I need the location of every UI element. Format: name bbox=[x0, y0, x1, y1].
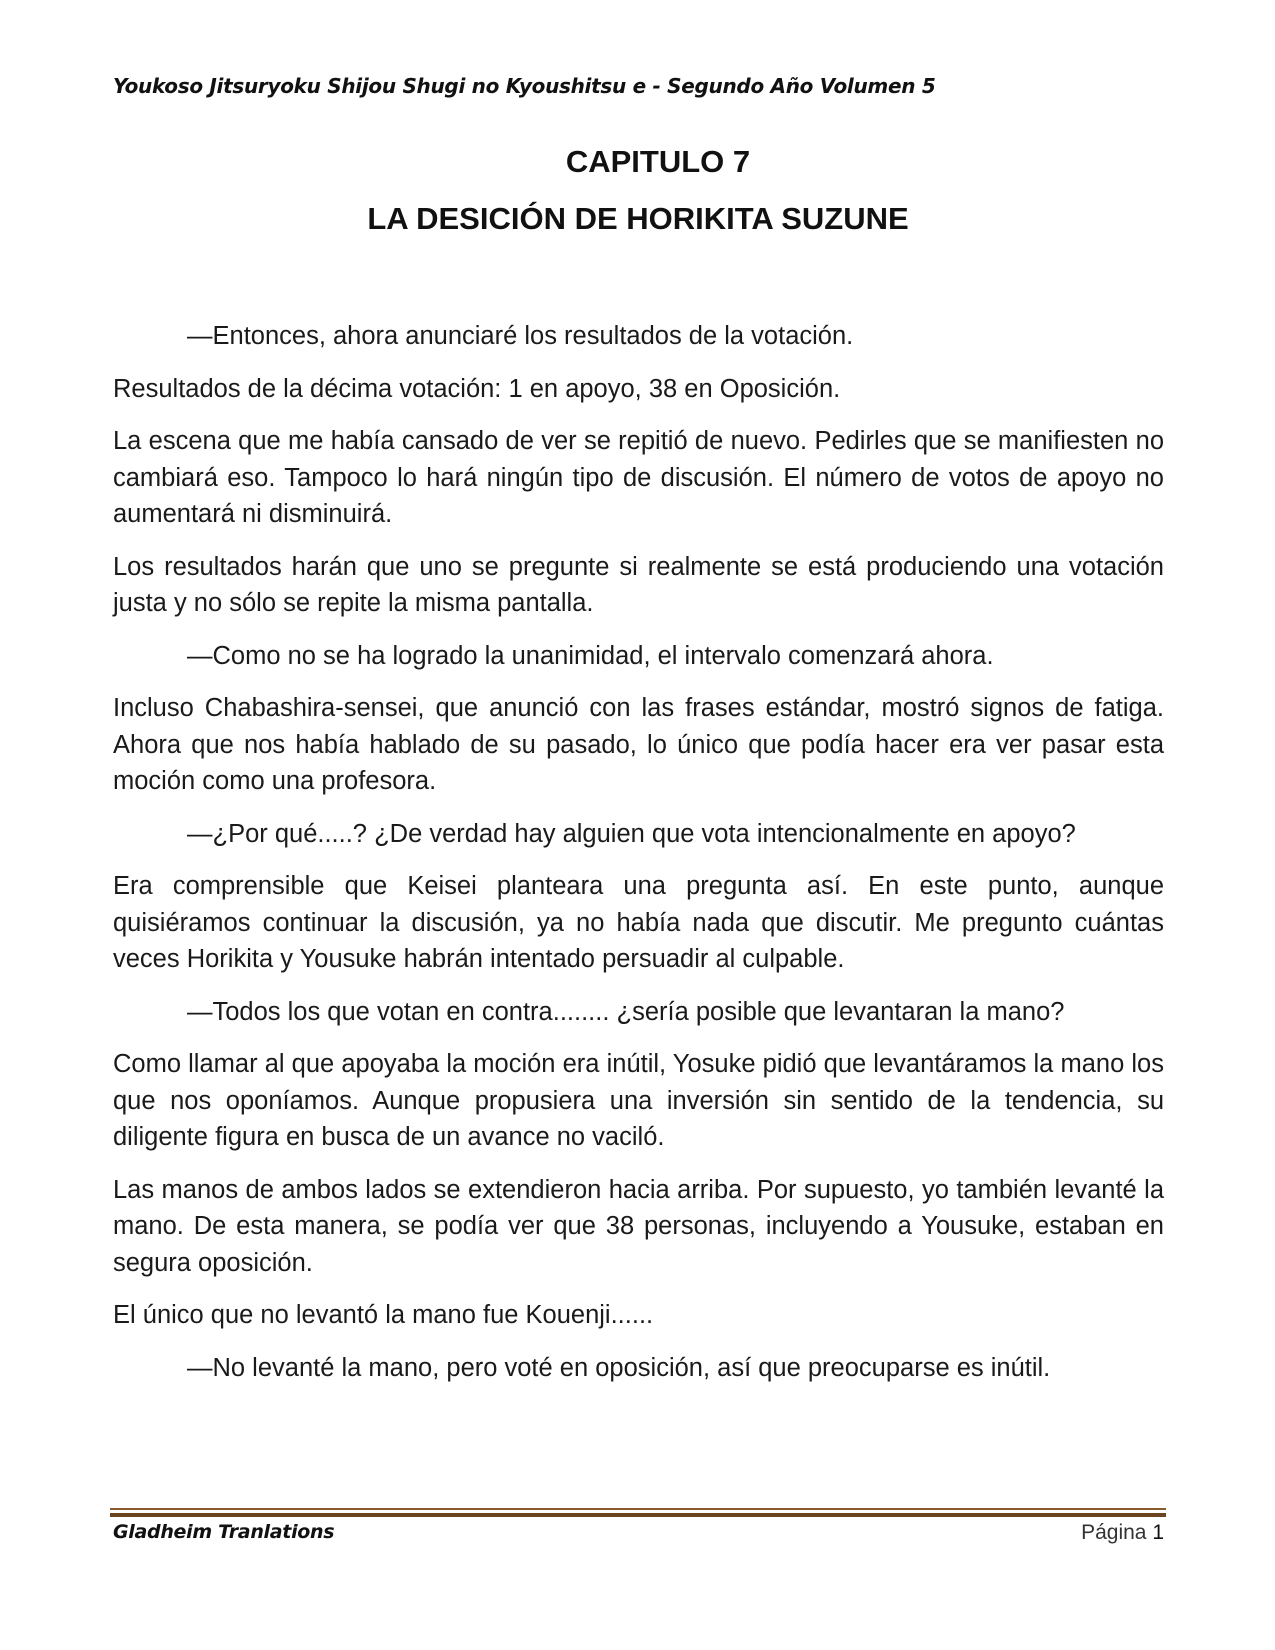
paragraph: Era comprensible que Keisei planteara una pregunta así. En este punto, aunque quisiéramos continuar la discusión, ya no había nada que discutir. Me pregunto cuántas veces Horikita y Yousuke habrán intentado persuadir al culpable. bbox=[113, 872, 1164, 973]
paragraph: Los resultados harán que uno se pregunte si realmente se está produciendo una votación justa y no sólo se repite la misma pantalla. bbox=[113, 552, 1164, 617]
paragraph: La escena que me había cansado de ver se repitió de nuevo. Pedirles que se manifiesten no cambiará eso. Tampoco lo hará ningún tipo de discusión. El número de votos de apoyo no aumentará ni disminuirá. bbox=[113, 427, 1164, 528]
paragraph: Como llamar al que apoyaba la moción era inútil, Yosuke pidió que levantáramos la mano los que nos oponíamos. Aunque propusiera una inversión sin sentido de la tendencia, su diligente figura en busca de un avance no vaciló. bbox=[113, 1050, 1164, 1151]
paragraph: —¿Por qué.....? ¿De verdad hay alguien que vota intencionalmente en apoyo? bbox=[187, 819, 1076, 848]
body-text bbox=[113, 318, 1164, 1402]
paragraph: Resultados de la décima votación: 1 en apoyo, 38 en Oposición. bbox=[113, 374, 841, 403]
paragraph: Las manos de ambos lados se extendieron hacia arriba. Por supuesto, yo también levanté la mano. De esta manera, se podía ver que 38 personas, incluyendo a Yousuke, estaban en segura oposición. bbox=[113, 1175, 1164, 1277]
footer-divider bbox=[110, 1508, 1166, 1517]
chapter-title: LA DESICIÓN DE HORIKITA SUZUNE bbox=[367, 201, 909, 236]
page-number bbox=[1081, 1521, 1164, 1545]
page-label: Página bbox=[1081, 1521, 1147, 1544]
footer-translator: Gladheim Tranlations bbox=[113, 1521, 335, 1543]
paragraph: —Entonces, ahora anunciaré los resultados de la votación. bbox=[187, 322, 854, 350]
chapter-number: CAPITULO 7 bbox=[565, 144, 751, 179]
paragraph: Incluso Chabashira-sensei, que anunció con las frases estándar, mostró signos de fatiga. Ahora que nos había hablado de su pasado, lo único que podía hacer era ver pasar esta moción como una profesora. bbox=[113, 694, 1164, 795]
paragraph: —Como no se ha logrado la unanimidad, el intervalo comenzará ahora. bbox=[187, 641, 994, 670]
paragraph: —No levanté la mano, pero voté en oposición, así que preocuparse es inútil. bbox=[187, 1353, 1051, 1382]
running-header: Youkoso Jitsuryoku Shijou Shugi no Kyoushitsu e - Segundo Año Volumen 5 bbox=[113, 74, 936, 98]
paragraph: El único que no levantó la mano fue Kouenji...... bbox=[113, 1301, 654, 1329]
chapter-heading bbox=[113, 146, 1163, 234]
paragraph: —Todos los que votan en contra........ ¿sería posible que levantaran la mano? bbox=[187, 997, 1065, 1026]
page-number-value: 1 bbox=[1152, 1521, 1164, 1544]
